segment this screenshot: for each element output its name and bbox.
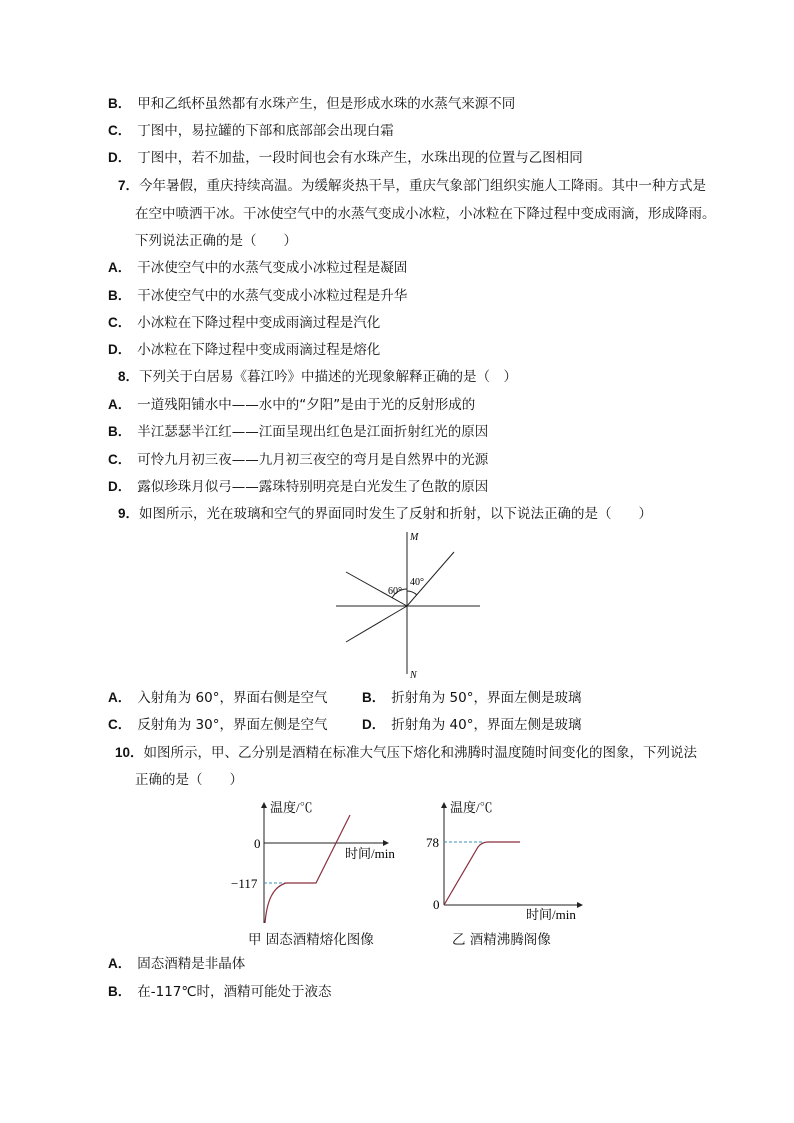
- q10-stem-line2: 正确的是（ ）: [135, 772, 243, 788]
- option-letter: D．: [108, 150, 132, 165]
- option-letter: C．: [108, 315, 132, 330]
- angle-label-right: 40°: [410, 577, 424, 588]
- option-letter: B．: [108, 96, 132, 111]
- option-text: 露似珍珠月似弓——露珠特别明亮是白光发生了色散的原因: [137, 479, 489, 495]
- q8-option-d: [108, 477, 488, 497]
- melting-graph: [231, 795, 410, 925]
- angle-label-left: 60°: [388, 586, 402, 597]
- q7-stem-line2: 在空中喷洒干冰。干冰使空气中的水蒸气变成小冰粒，小冰粒在下降过程中变成雨滴，形成降雨。: [135, 206, 716, 222]
- q10-option-b: [108, 982, 332, 1002]
- option-letter: C．: [108, 123, 132, 138]
- ray-lower-left: [346, 606, 407, 642]
- option-letter: B．: [108, 288, 132, 303]
- option-text: 丁图中，易拉罐的下部和底部部会出现白霜: [137, 123, 394, 139]
- label-n: N: [410, 670, 417, 681]
- option-text: 一道残阳铺水中——水中的“夕阳”是由于光的反射形成的: [137, 397, 476, 413]
- option-text: 可怜九月初三夜——九月初三夜空的弯月是自然界中的光源: [137, 452, 489, 468]
- q7-stem-line3: 下列说法正确的是（ ）: [135, 233, 297, 249]
- melting-graph-caption: 甲 固态酒精熔化图像: [248, 932, 374, 948]
- q8-option-a: [108, 395, 475, 415]
- tick-minus-117: −117: [231, 876, 258, 891]
- stem-text: 下列关于白居易《暮江吟》中描述的光现象解释正确的是（ ）: [139, 369, 518, 385]
- option-text: 半江瑟瑟半江红——江面呈现出红色是江面折射红光的原因: [137, 424, 489, 440]
- option-letter: B．: [108, 984, 132, 999]
- option-text: 干冰使空气中的水蒸气变成小冰粒过程是凝固: [137, 260, 408, 276]
- option-text: 干冰使空气中的水蒸气变成小冰粒过程是升华: [137, 288, 408, 304]
- option-letter: C．: [108, 717, 132, 732]
- option-text: 甲和乙纸杯虽然都有水珠产生，但是形成水珠的水蒸气来源不同: [137, 96, 516, 112]
- option-letter: A．: [108, 956, 132, 971]
- option-text: 小冰粒在下降过程中变成雨滴过程是汽化: [137, 315, 381, 331]
- q8-stem: [118, 367, 517, 387]
- question-number: 7．: [118, 178, 140, 193]
- option-letter: A．: [108, 690, 132, 705]
- option-letter: D．: [108, 479, 132, 494]
- q9-option-c: [108, 715, 327, 735]
- y-axis-label: 温度/℃: [450, 800, 493, 815]
- option-letter: D．: [108, 342, 132, 357]
- angle-arc-right: [407, 591, 417, 595]
- option-text: 小冰粒在下降过程中变成雨滴过程是熔化: [137, 342, 381, 358]
- q7-option-a: [108, 258, 407, 278]
- melting-curve: [265, 815, 350, 923]
- option-text: 折射角为 50°，界面左侧是玻璃: [391, 690, 582, 706]
- q10-stem-line1: [115, 743, 697, 763]
- q9-option-d: [362, 715, 581, 735]
- option-letter: B．: [362, 690, 386, 705]
- option-letter: C．: [108, 452, 132, 467]
- option-text: 丁图中，若不加盐，一段时间也会有水珠产生，水珠出现的位置与乙图相同: [137, 150, 583, 166]
- option-text: 反射角为 30°，界面左侧是空气: [137, 717, 328, 733]
- option-text: 入射角为 60°，界面右侧是空气: [137, 690, 328, 706]
- q10-option-a: [108, 954, 245, 974]
- q9-option-a: [108, 688, 327, 708]
- q7-stem-line1: [118, 176, 706, 196]
- option-text: 折射角为 40°，界面左侧是玻璃: [391, 717, 582, 733]
- q7-option-d: [108, 340, 380, 360]
- boiling-graph: [420, 795, 592, 925]
- tick-zero: 0: [433, 897, 440, 912]
- option-letter: A．: [108, 260, 132, 275]
- question-number: 8．: [118, 369, 140, 384]
- x-axis-label: 时间/min: [526, 907, 576, 922]
- x-axis-label: 时间/min: [345, 846, 395, 861]
- refraction-diagram: [330, 528, 490, 684]
- tick-zero: 0: [254, 836, 261, 851]
- q6-option-c: [108, 121, 394, 141]
- option-letter: A．: [108, 397, 132, 412]
- option-text: 在-117℃时，酒精可能处于液态: [137, 984, 332, 1000]
- y-axis-label: 温度/℃: [270, 800, 313, 815]
- option-text: 固态酒精是非晶体: [137, 956, 246, 972]
- q7-option-c: [108, 313, 380, 333]
- option-letter: D．: [362, 717, 386, 732]
- question-number: 9．: [118, 506, 140, 521]
- q9-stem: [118, 504, 652, 524]
- stem-text: 今年暑假，重庆持续高温。为缓解炎热干旱，重庆气象部门组织实施人工降雨。其中一种方式是: [139, 178, 707, 194]
- tick-78: 78: [426, 835, 439, 850]
- option-letter: B．: [108, 424, 132, 439]
- question-number: 10．: [115, 745, 144, 760]
- boiling-graph-caption: 乙 酒精沸腾阁像: [452, 932, 551, 948]
- label-m: M: [410, 532, 419, 543]
- stem-text: 如图所示，光在玻璃和空气的界面同时发生了反射和折射，以下说法正确的是（ ）: [139, 506, 653, 522]
- q8-option-c: [108, 450, 488, 470]
- q6-option-b: [108, 94, 515, 114]
- q6-option-d: [108, 148, 583, 168]
- boiling-curve: [444, 842, 520, 905]
- q8-option-b: [108, 422, 488, 442]
- stem-text: 如图所示，甲、乙分别是酒精在标准大气压下熔化和沸腾时温度随时间变化的图象，下列说法: [143, 745, 698, 761]
- q9-option-b: [362, 688, 581, 708]
- q7-option-b: [108, 286, 407, 306]
